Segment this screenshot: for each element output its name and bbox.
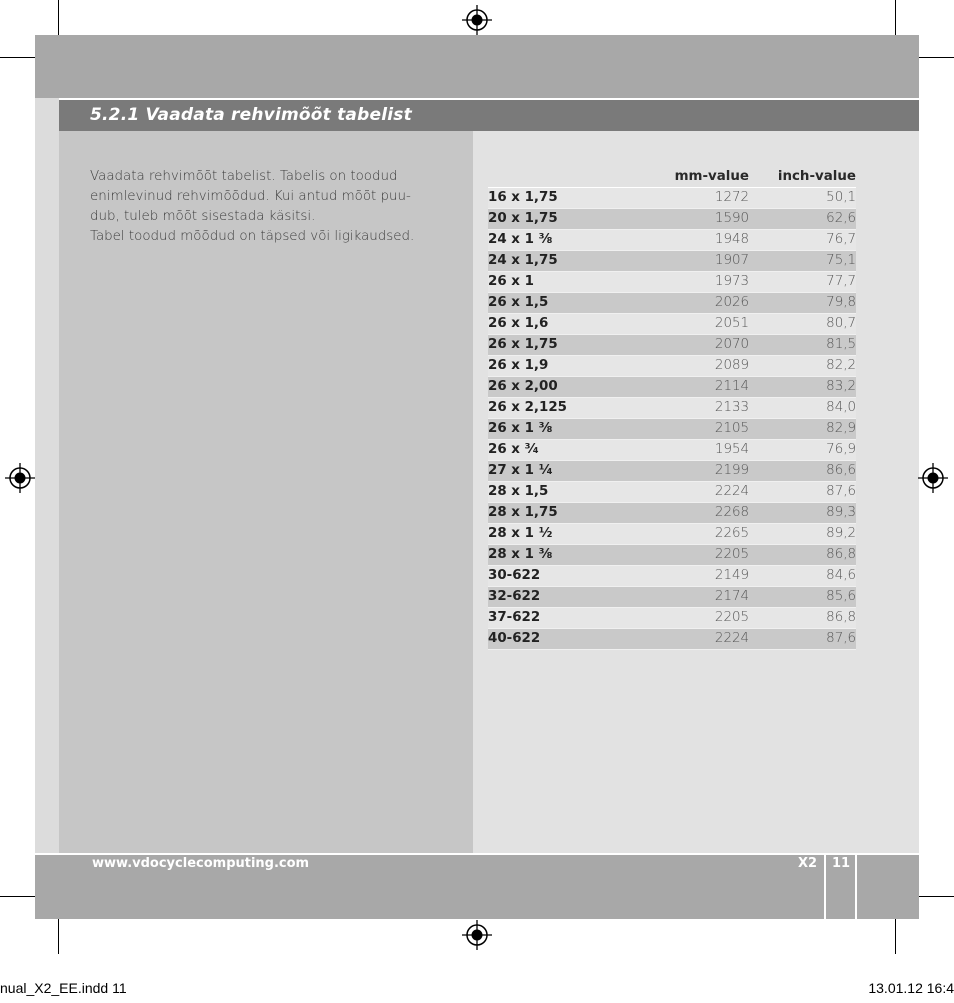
inch-value-cell: 76,7	[826, 232, 856, 247]
inch-value-cell: 86,8	[826, 610, 856, 625]
table-row	[488, 251, 856, 272]
mm-value-cell: 2268	[714, 505, 749, 520]
registration-mark-icon	[462, 5, 492, 35]
tire-size-cell: 37-622	[488, 610, 541, 625]
tire-size-cell: 30-622	[488, 568, 541, 583]
inch-value-cell: 86,8	[826, 547, 856, 562]
table-row	[488, 440, 856, 461]
mm-value-cell: 2070	[714, 337, 749, 352]
mm-value-cell: 2133	[714, 400, 749, 415]
mm-value-cell: 1954	[714, 442, 749, 457]
tire-size-cell: 32-622	[488, 589, 541, 604]
table-row	[488, 482, 856, 503]
body-line: Tabel toodud mõõdud on täpsed või ligikaudsed.	[90, 229, 415, 244]
table-row	[488, 335, 856, 356]
mm-value-cell: 2105	[714, 421, 749, 436]
inch-value-cell: 82,2	[826, 358, 856, 373]
mm-value-cell: 2026	[714, 295, 749, 310]
registration-mark-icon	[462, 920, 492, 950]
inch-value-cell: 86,6	[826, 463, 856, 478]
table-header-row	[488, 167, 856, 188]
mm-value-cell: 2114	[714, 379, 749, 394]
crop-mark-bottom-left-v	[58, 914, 59, 954]
body-line: enimlevinud rehvimõõdud. Kui antud mõõt puu-	[90, 189, 411, 204]
crop-mark-top-left-h	[0, 57, 40, 58]
tire-size-cell: 40-622	[488, 631, 541, 646]
inch-value-cell: 80,7	[826, 316, 856, 331]
tire-size-cell: 24 x 1 ³⁄₈	[488, 232, 553, 247]
mm-value-cell: 1907	[714, 253, 749, 268]
mm-value-cell: 1272	[714, 190, 749, 205]
table-row	[488, 314, 856, 335]
inch-value-cell: 75,1	[826, 253, 856, 268]
tire-size-cell: 16 x 1,75	[488, 190, 558, 205]
footer-website: www.vdocyclecomputing.com	[92, 856, 310, 871]
inch-value-cell: 82,9	[826, 421, 856, 436]
tire-size-cell: 26 x 2,125	[488, 400, 567, 415]
inch-value-cell: 84,6	[826, 568, 856, 583]
inch-value-cell: 89,2	[826, 526, 856, 541]
inch-value-cell: 87,6	[826, 631, 856, 646]
body-line: dub, tuleb mõõt sisestada käsitsi.	[90, 209, 316, 224]
inch-value-cell: 85,6	[826, 589, 856, 604]
mm-value-cell: 2224	[714, 631, 749, 646]
footer-model: X2	[798, 856, 818, 871]
header-band	[35, 35, 919, 98]
tire-size-cell: 26 x 1,9	[488, 358, 549, 373]
table-row	[488, 461, 856, 482]
table-row	[488, 419, 856, 440]
tire-size-cell: 20 x 1,75	[488, 211, 558, 226]
footer-divider	[824, 853, 826, 919]
tire-size-table	[488, 167, 856, 650]
inch-value-cell: 76,9	[826, 442, 856, 457]
table-row	[488, 545, 856, 566]
table-row	[488, 566, 856, 587]
tire-size-cell: 28 x 1,5	[488, 484, 549, 499]
section-title: 5.2.1 Vaadata rehvimõõt tabelist	[90, 105, 412, 125]
mm-value-cell: 2051	[714, 316, 749, 331]
body-line: Vaadata rehvimõõt tabelist. Tabelis on toodud	[90, 169, 398, 184]
tire-size-cell: 26 x 1 ³⁄₈	[488, 421, 553, 436]
table-body	[488, 188, 856, 650]
inch-value-cell: 62,6	[826, 211, 856, 226]
crop-mark-top-left-v	[58, 0, 59, 40]
slug-filename: nual_X2_EE.indd 11	[0, 980, 127, 996]
table-row	[488, 398, 856, 419]
inch-value-cell: 50,1	[826, 190, 856, 205]
mm-value-cell: 2149	[714, 568, 749, 583]
inch-value-cell: 81,5	[826, 337, 856, 352]
mm-value-cell: 2089	[714, 358, 749, 373]
crop-mark-top-right-v	[895, 0, 896, 40]
crop-mark-bottom-left-h	[0, 896, 40, 897]
mm-value-cell: 1948	[714, 232, 749, 247]
inch-value-cell: 77,7	[826, 274, 856, 289]
table-header-size	[488, 167, 638, 188]
table-row	[488, 524, 856, 545]
table-row	[488, 377, 856, 398]
left-margin-strip	[35, 98, 59, 853]
body-paragraph	[90, 167, 460, 247]
table-row	[488, 356, 856, 377]
mm-value-cell: 2174	[714, 589, 749, 604]
mm-value-cell: 2205	[714, 547, 749, 562]
inch-value-cell: 87,6	[826, 484, 856, 499]
tire-size-cell: 26 x 1	[488, 274, 534, 289]
inch-value-cell: 84,0	[826, 400, 856, 415]
tire-size-cell: 26 x 1,6	[488, 316, 549, 331]
table-header-inch: inch-value	[777, 169, 856, 184]
mm-value-cell: 2205	[714, 610, 749, 625]
slug-timestamp: 13.01.12 16:4	[868, 980, 954, 996]
inch-value-cell: 83,2	[826, 379, 856, 394]
tire-size-cell: 24 x 1,75	[488, 253, 558, 268]
crop-mark-bottom-right-h	[914, 896, 954, 897]
mm-value-cell: 2199	[714, 463, 749, 478]
registration-mark-icon	[918, 463, 948, 493]
footer-divider	[855, 853, 857, 919]
table-row	[488, 503, 856, 524]
tire-size-cell: 28 x 1,75	[488, 505, 558, 520]
crop-mark-bottom-right-v	[895, 914, 896, 954]
mm-value-cell: 1973	[714, 274, 749, 289]
section-title-bar	[59, 98, 919, 131]
inch-value-cell: 79,8	[826, 295, 856, 310]
crop-mark-top-right-h	[914, 57, 954, 58]
tire-size-cell: 26 x 1,5	[488, 295, 549, 310]
mm-value-cell: 2265	[714, 526, 749, 541]
tire-size-cell: 26 x 2,00	[488, 379, 558, 394]
table-row	[488, 209, 856, 230]
table-row	[488, 188, 856, 209]
page-number: 11	[832, 856, 851, 871]
inch-value-cell: 89,3	[826, 505, 856, 520]
table-row	[488, 587, 856, 608]
tire-size-cell: 28 x 1 ¹⁄₂	[488, 526, 553, 541]
table-row	[488, 629, 856, 650]
tire-size-cell: 28 x 1 ³⁄₈	[488, 547, 553, 562]
mm-value-cell: 1590	[714, 211, 749, 226]
table-row	[488, 272, 856, 293]
table-row	[488, 293, 856, 314]
table-row	[488, 608, 856, 629]
table-row	[488, 230, 856, 251]
tire-size-cell: 26 x 1,75	[488, 337, 558, 352]
registration-mark-icon	[5, 463, 35, 493]
tire-size-cell: 26 x ³⁄₄	[488, 442, 539, 457]
mm-value-cell: 2224	[714, 484, 749, 499]
tire-size-cell: 27 x 1 ¹⁄₄	[488, 463, 553, 478]
table-header-mm: mm-value	[674, 169, 749, 184]
